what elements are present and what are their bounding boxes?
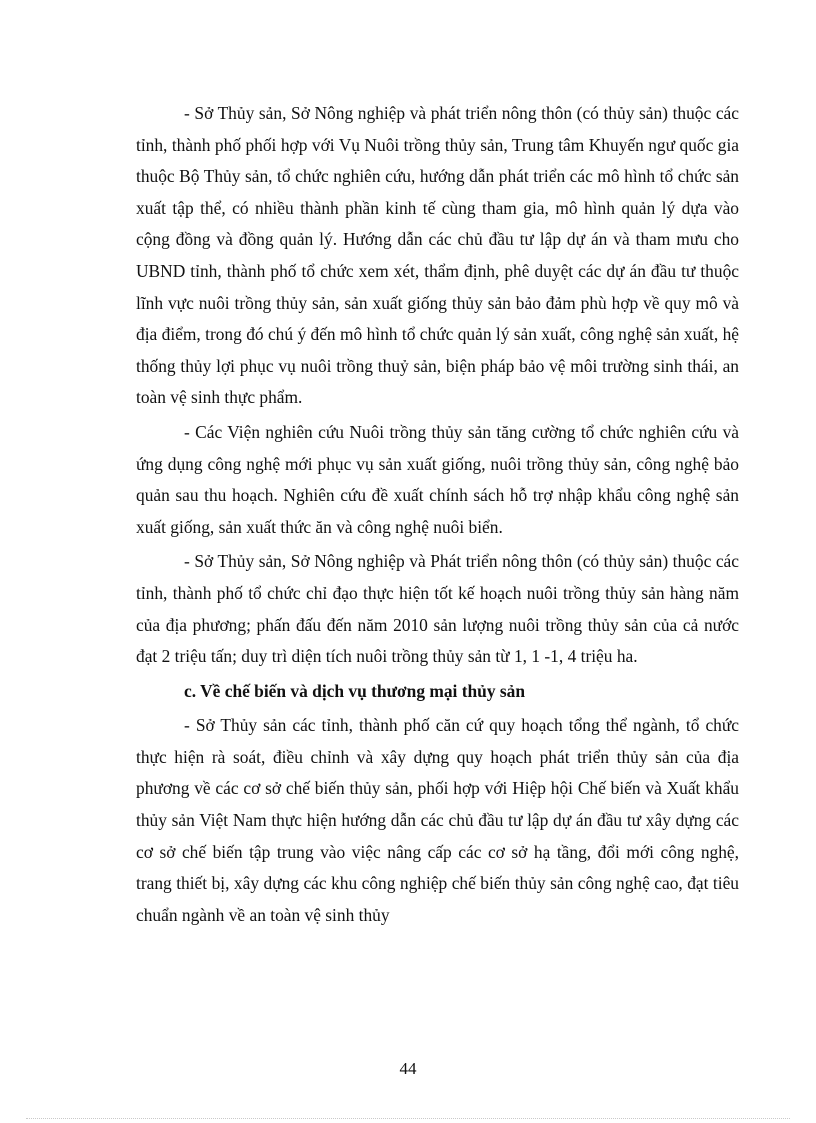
paragraph-annual-plan: - Sở Thủy sản, Sở Nông nghiệp và Phát triển nông thôn (có thủy sản) thuộc các tỉnh, thành phố tổ chức chỉ đạo thực hiện tốt kế hoạch nuôi trồng thủy sản hàng năm của địa phương; phấn đấu đến năm 2010 sản lượng nuôi trồng thủy sản của cả nước đạt 2 triệu tấn; duy trì diện tích nuôi trồng thủy sản từ 1, 1 -1, 4 triệu ha.	[136, 551, 739, 667]
paragraph-research-institutes: - Các Viện nghiên cứu Nuôi trồng thủy sản tăng cường tổ chức nghiên cứu và ứng dụng công nghệ mới phục vụ sản xuất giống, nuôi trồng thủy sản, công nghệ bảo quản sau thu hoạch. Nghiên cứu đề xuất chính sách hỗ trợ nhập khẩu công nghệ sản xuất giống, sản xuất thức ăn và công nghệ nuôi biển.	[136, 421, 739, 537]
paragraph-processing: - Sở Thủy sản các tỉnh, thành phố căn cứ quy hoạch tổng thể ngành, tổ chức thực hiện rà soát, điều chỉnh và xây dựng quy hoạch phát triển thủy sản của địa phương về các cơ sở chế biến thủy sản, phối hợp với Hiệp hội Chế biến và Xuất khẩu thủy sản Việt Nam thực hiện hướng dẫn các chủ đầu tư lập dự án đầu tư xây dựng các cơ sở chế biến tập trung vào việc nâng cấp các cơ sở hạ tầng, đổi mới công nghệ, trang thiết bị, xây dựng các khu công nghiệp chế biến thủy sản công nghệ cao, đạt tiêu chuẩn ngành về an toàn vệ sinh thủy	[136, 715, 739, 925]
section-heading: c. Về chế biến và dịch vụ thương mại thủy sản	[184, 680, 526, 701]
page-body	[136, 98, 739, 934]
page-number: 44	[399, 1059, 417, 1078]
footer-divider	[26, 1118, 790, 1119]
paragraph-fisheries-departments: - Sở Thủy sản, Sở Nông nghiệp và phát triển nông thôn (có thủy sản) thuộc các tỉnh, thành phố phối hợp với Vụ Nuôi trồng thủy sản, Trung tâm Khuyến ngư quốc gia thuộc Bộ Thủy sản, tổ chức nghiên cứu, hướng dẫn phát triển các mô hình tổ chức sản xuất tập thể, có nhiều thành phần kinh tế cùng tham gia, mô hình quản lý dựa vào cộng đồng và đồng quản lý. Hướng dẫn các chủ đầu tư lập dự án và tham mưu cho UBND tỉnh, thành phố tổ chức xem xét, thẩm định, phê duyệt các dự án đầu tư thuộc lĩnh vực nuôi trồng thủy sản, sản xuất giống thủy sản bảo đảm phù hợp về quy mô và địa điểm, trong đó chú ý đến mô hình tổ chức quản lý sản xuất, công nghệ sản xuất, hệ thống thủy lợi phục vụ nuôi trồng thuỷ sản, biện pháp bảo vệ môi trường sinh thái, an toàn vệ sinh thực phẩm.	[136, 103, 739, 408]
